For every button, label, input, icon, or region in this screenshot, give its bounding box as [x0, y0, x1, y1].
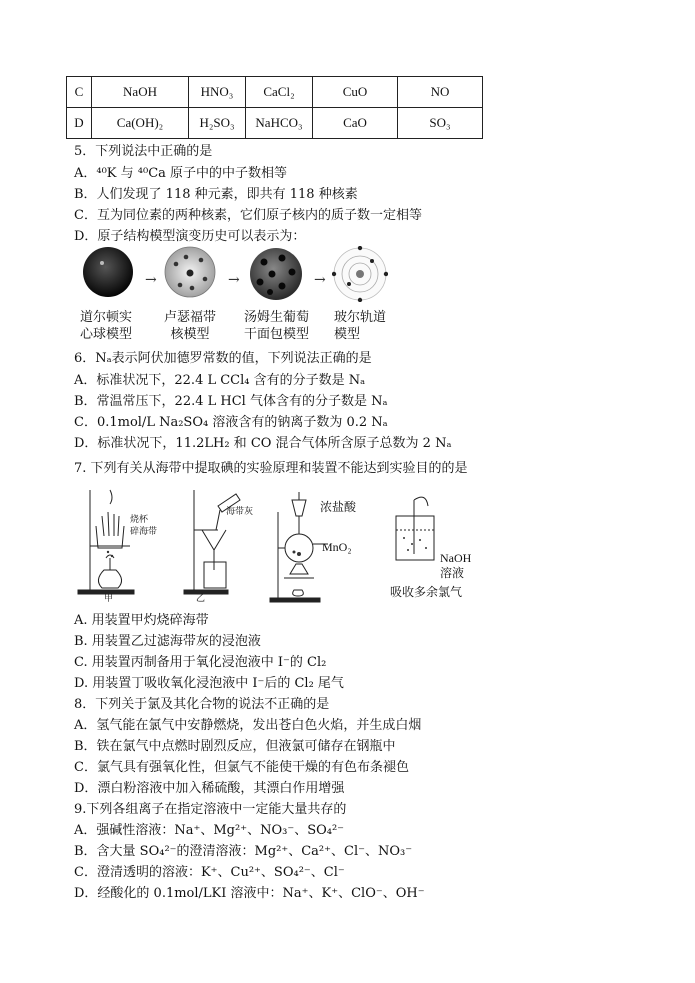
- beaker-label: 烧杯: [130, 515, 149, 525]
- table-cell: SO₃: [398, 108, 483, 139]
- naoh-label: NaOH: [440, 551, 472, 565]
- q5-option-c: C．互为同位素的两种核素，它们原子核内的质子数一定相等: [74, 208, 422, 223]
- q8-stem: 8．下列关于氯及其化合物的说法不正确的是: [74, 697, 330, 712]
- table-cell: NaHCO₃: [246, 108, 313, 139]
- table-cell: CaO: [313, 108, 398, 139]
- q9-option-d: D．经酸化的 0.1mol/LKI 溶液中：Na⁺、K⁺、ClO⁻、OH⁻: [74, 886, 425, 901]
- table-cell: NaOH: [92, 77, 189, 108]
- table-cell: NO: [398, 77, 483, 108]
- arrow-icon: →: [228, 272, 240, 288]
- q5-stem: 5．下列说法中正确的是: [74, 144, 213, 159]
- table-cell: H₂SO₃: [189, 108, 246, 139]
- thomson-model-image: [248, 246, 304, 302]
- classification-table: [66, 76, 483, 139]
- q9-option-c: C．澄清透明的溶液：K⁺、Cu²⁺、SO₄²⁻、Cl⁻: [74, 865, 345, 880]
- q8-option-a: A．氢气能在氯气中安静燃烧，发出苍白色火焰，并生成白烟: [74, 718, 422, 733]
- hcl-label: 浓盐酸: [320, 500, 357, 514]
- q9-option-a: A．强碱性溶液：Na⁺、Mg²⁺、NO₃⁻、SO₄²⁻: [74, 823, 345, 838]
- yi-label: 乙: [196, 594, 206, 604]
- q6-option-a: A．标准状况下，22.4 L CCl₄ 含有的分子数是 Nₐ: [74, 373, 366, 388]
- table-cell: CaCl₂: [246, 77, 313, 108]
- jia-label: 甲: [104, 594, 114, 604]
- q5-option-b: B．人们发现了 118 种元素，即共有 118 种核素: [74, 187, 358, 202]
- q7-option-b: B. 用装置乙过滤海带灰的浸泡液: [74, 634, 261, 649]
- mno2-label: MnO₂: [322, 540, 352, 554]
- q8-option-b: B．铁在氯气中点燃时剧烈反应，但液氯可储存在钢瓶中: [74, 739, 396, 754]
- dalton-model-image: [82, 246, 134, 298]
- q7-option-d: D. 用装置丁吸收氧化浸泡液中 I⁻后的 Cl₂ 尾气: [74, 676, 344, 691]
- q6-stem: 6．Nₐ表示阿伏加德罗常数的值，下列说法正确的是: [74, 351, 372, 366]
- bohr-caption: 玻尔轨道 模型: [334, 310, 387, 342]
- arrow-icon: →: [145, 272, 157, 288]
- q6-option-b: B．常温常压下，22.4 L HCl 气体含有的分子数是 Nₐ: [74, 394, 388, 409]
- bohr-model-image: [332, 246, 388, 302]
- solution-label: 溶液: [440, 566, 465, 580]
- dalton-caption: 道尔顿实 心球模型: [80, 310, 133, 342]
- q6-option-c: C．0.1mol/L Na₂SO₄ 溶液含有的钠离子数为 0.2 Nₐ: [74, 415, 388, 430]
- q7-option-a: A. 用装置甲灼烧碎海带: [74, 613, 209, 628]
- q9-stem: 9.下列各组离子在指定溶液中一定能大量共存的: [74, 802, 347, 817]
- rutherford-caption: 卢瑟福带 核模型: [164, 310, 217, 342]
- seaweed-label: 碎海带: [130, 527, 158, 537]
- q9-option-b: B．含大量 SO₄²⁻的澄清溶液：Mg²⁺、Ca²⁺、Cl⁻、NO₃⁻: [74, 844, 413, 859]
- row-label: C: [67, 77, 92, 108]
- q8-option-c: C．氯气具有强氧化性，但氯气不能使干燥的有色布条褪色: [74, 760, 409, 775]
- rutherford-model-image: [164, 246, 216, 298]
- ash-label: 海带灰: [226, 507, 254, 517]
- q7-stem: 7. 下列有关从海带中提取碘的实验原理和装置不能达到实验目的的是: [74, 461, 468, 476]
- q8-option-d: D．漂白粉溶液中加入稀硫酸，其漂白作用增强: [74, 781, 345, 796]
- q5-option-d: D．原子结构模型演变历史可以表示为：: [74, 229, 306, 244]
- table-cell: HNO₃: [189, 77, 246, 108]
- table-row: [67, 77, 483, 108]
- arrow-icon: →: [314, 272, 326, 288]
- q6-option-d: D．标准状况下，11.2LH₂ 和 CO 混合气体所含原子总数为 2 Nₐ: [74, 436, 452, 451]
- q5-option-a: A．⁴⁰K 与 ⁴⁰Ca 原子中的中子数相等: [74, 166, 288, 181]
- q7-option-c: C. 用装置丙制备用于氧化浸泡液中 I⁻的 Cl₂: [74, 655, 327, 670]
- absorb-label: 吸收多余氯气: [390, 585, 463, 599]
- row-label: D: [67, 108, 92, 139]
- table-cell: CuO: [313, 77, 398, 108]
- table-row: [67, 108, 483, 139]
- table-cell: Ca(OH)₂: [92, 108, 189, 139]
- thomson-caption: 汤姆生葡萄 干面包模型: [244, 310, 310, 342]
